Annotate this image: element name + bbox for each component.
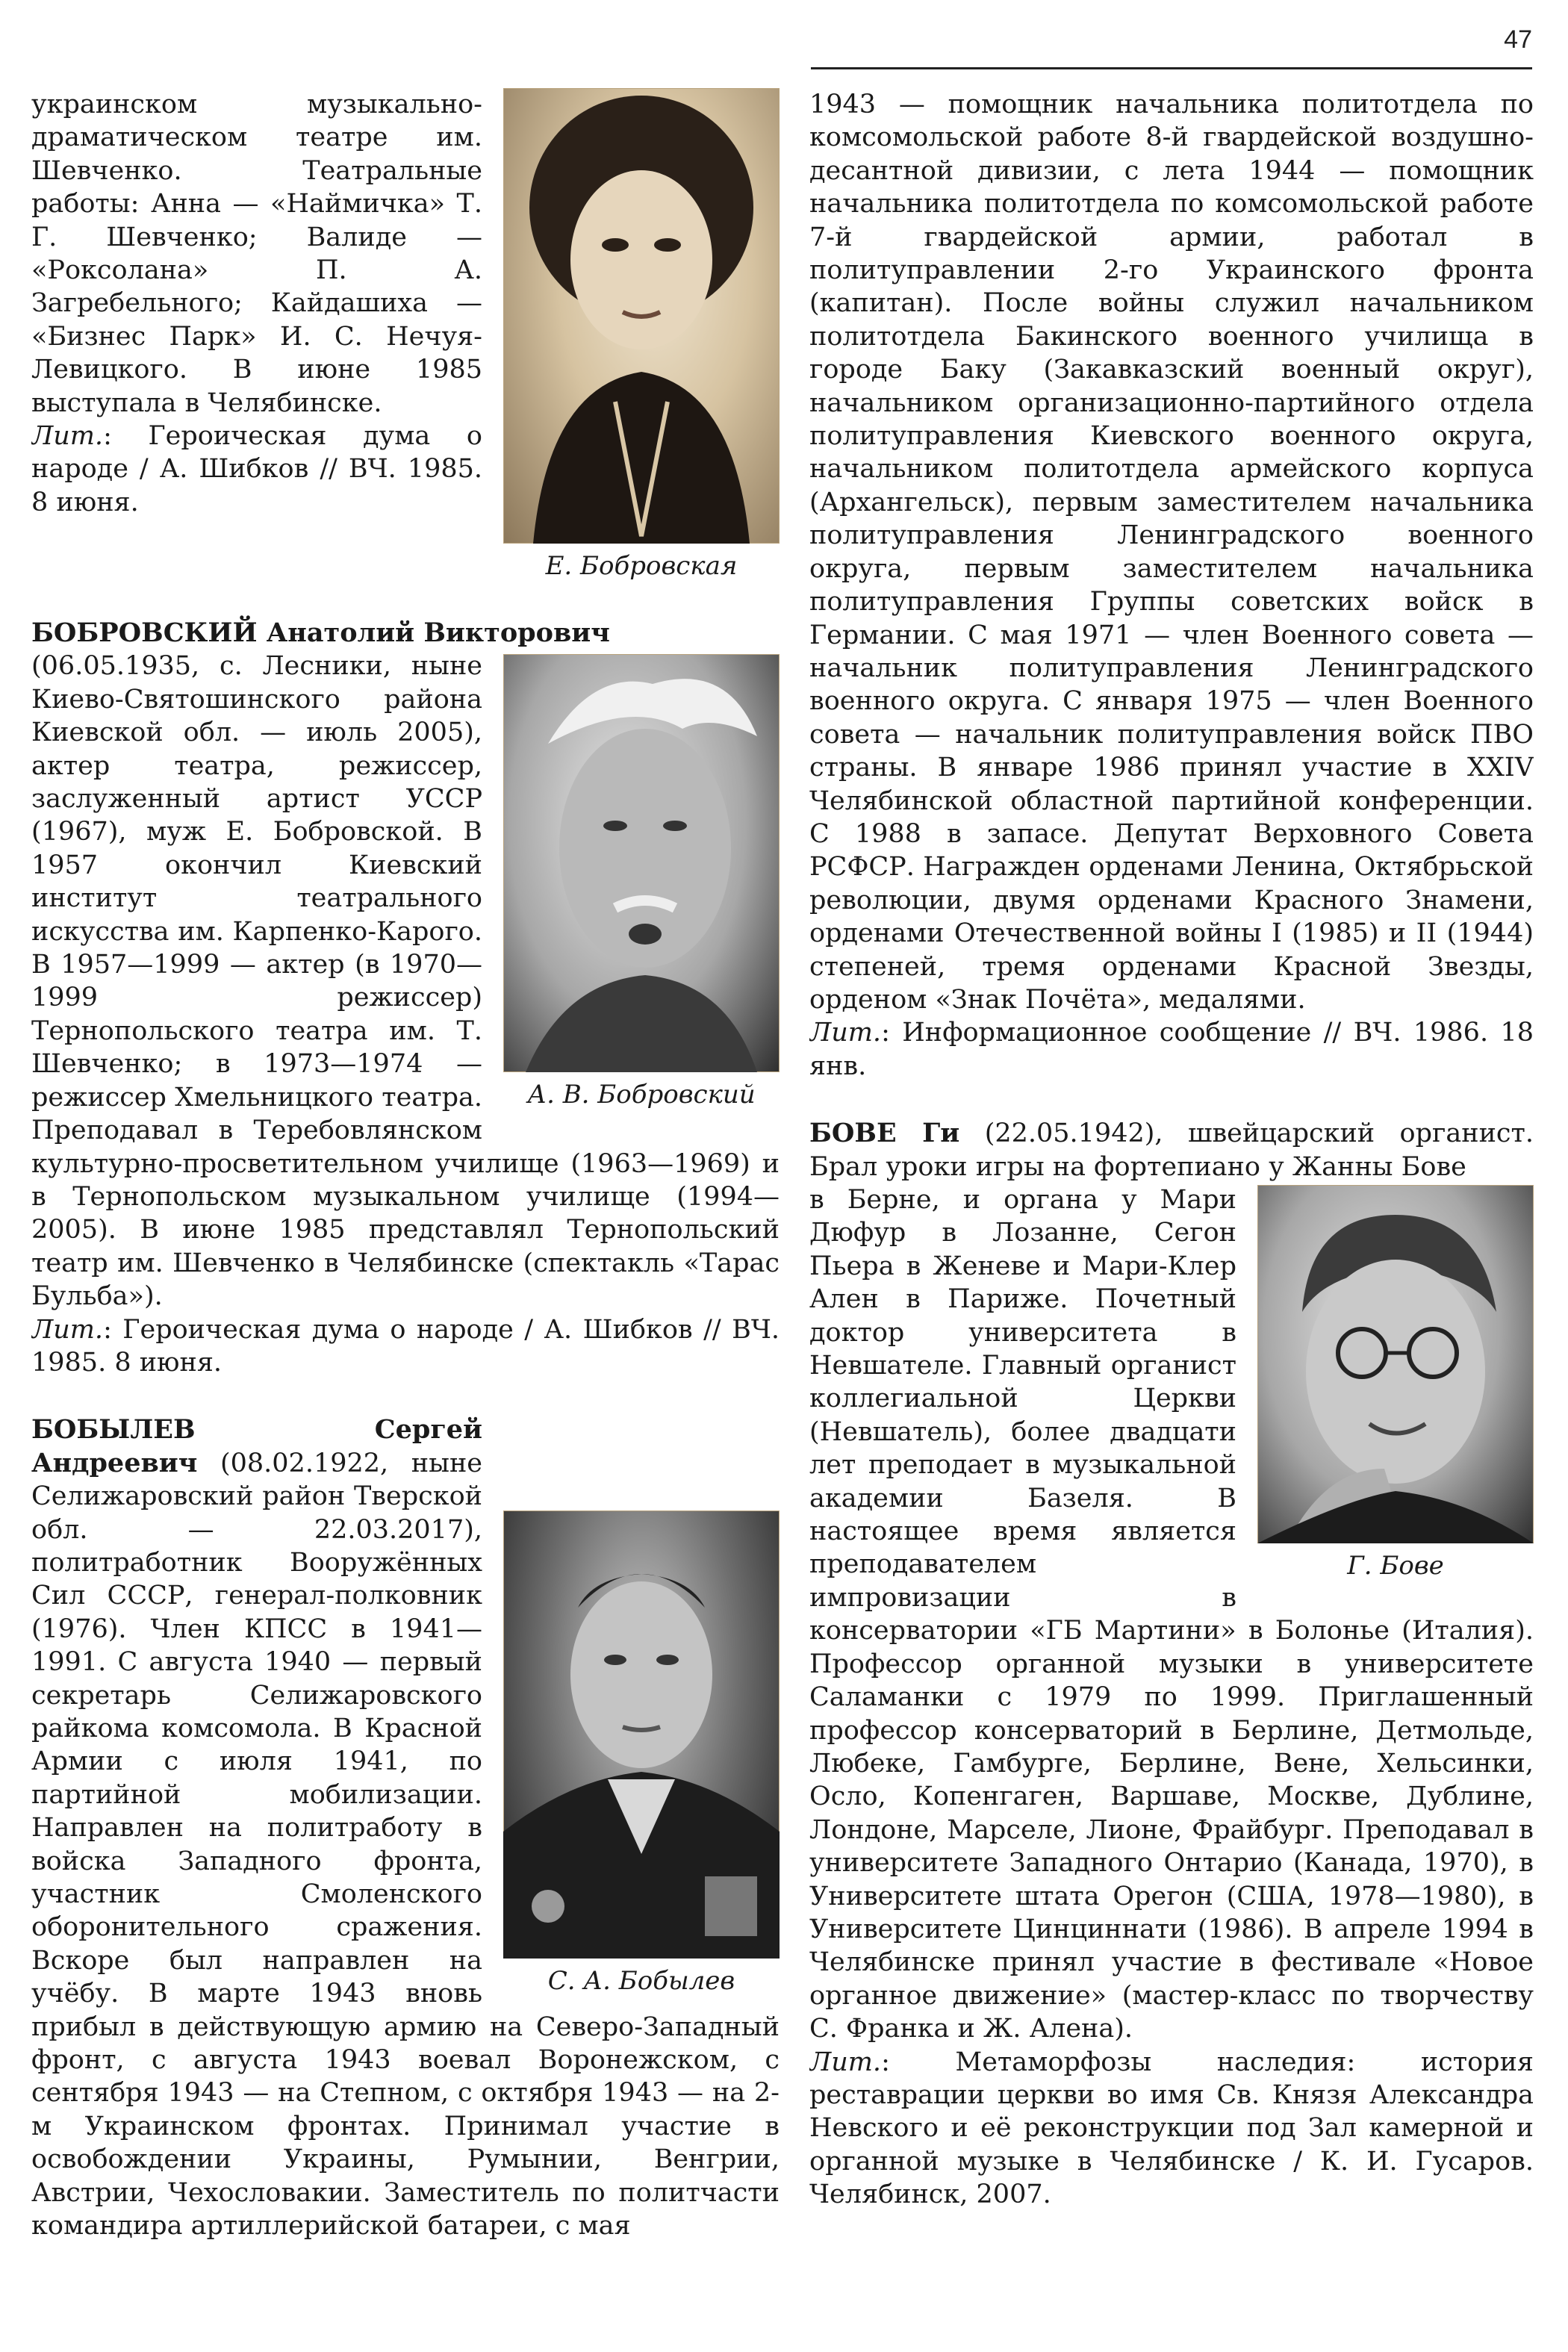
figure-bobrovskaya — [503, 88, 780, 582]
entry-lead-text: (22.05.1942), швейцарский органист. Брал уроки игры на фортепиано у Жанны Бове — [809, 1119, 1534, 1182]
lit-text: : Информационное сообщение // ВЧ. 1986. 18 янв. — [809, 1018, 1534, 1081]
figure-bove — [1257, 1185, 1534, 1582]
entry-bobrovskaya — [31, 88, 780, 581]
left-column — [31, 88, 780, 2336]
portrait-general-photo — [503, 1511, 780, 1959]
entry-text: 1943 — помощник начальника политотдела по комсомольской работе 8-й гвардейской воздушно-десантной дивизии, с лета 1944 — помощник начальника политотдела по комсомольской работе 7-й гвардейской армии, работал в политуправлении 2-го Украинского фронта (капитан). После войны служил начальником политотдела Бакинского военного училища в городе Баку (Закавказский военный округ), начальником организационно-партийного отдела политуправления Киевского военного округа, начальником политотдела армейского корпуса (Архангельск), первым заместителем начальника политуправления Ленинградского военного округа, первым заместителем начальника политуправления Группы советских войск в Германии. С мая 1971 — член Военного совета — начальник политуправления Ленинградского военного округа. С января 1975 — член Военного совета — начальник политуправления войск ПВО страны. В январе 1986 принял участие в XXIV Челябинской областной партийной конференции. С 1988 в запасе. Депутат Верховного Совета РСФСР. Награжден орденами Ленина, Октябрьской революции, двумя орденами Красного Знамени, орденами Отечественной войны I (1985) и II (1944) степеней, тремя орденами Красной Звезды, орденом «Знак Почёта», медалями. — [809, 90, 1534, 1015]
entry-gap — [809, 1083, 1534, 1117]
entry-heading: БОВЕ Ги — [809, 1118, 960, 1149]
lit-label: Лит. — [31, 421, 104, 452]
header-rule — [811, 67, 1532, 69]
photo-caption: Г. Бове — [1347, 1551, 1444, 1581]
literature-ref — [809, 2046, 1534, 2212]
entry-heading: БОБЫЛЕВ Сергей Андреевич — [31, 1414, 482, 1478]
literature-ref — [31, 1313, 780, 1380]
lit-label: Лит. — [809, 2047, 882, 2077]
photo-caption: С. А. Бобылев — [547, 1966, 735, 1997]
entry-bobylev-continued — [809, 88, 1534, 1083]
entry-text: (08.02.1922, ныне Селижаровский район Тверской обл. — 22.03.2017), политработник Вооружённых Сил СССР, генерал-полковник (1976). Член КПСС в 1941—1991. С августа 1940 — первый секретарь Селижаровского райкома комсомола. В Красной Армии с июля 1941, по партийной мобилизации. Направлен на политработу в войска Западного фронта, участник Смоленского оборонительного сражения. Вскоре был направлен на учёбу. В марте 1943 вновь прибыл в действующую армию на Северо-Западный фронт, с августа 1943 воевал Воронежском, с сентября 1943 — на Степном, с октября 1943 — на 2-м Украинском фронтах. Принимал участие в освобождении Украины, Румынии, Венгрии, Австрии, Чехословакии. Заместитель по политчасти командира артиллерийской батареи, с мая — [31, 1448, 780, 2241]
entry-bobylev — [31, 1413, 780, 2242]
lit-text: : Героическая дума о народе / А. Шибков // ВЧ. 1985. 8 июня. — [31, 1314, 780, 1378]
entry-heading: БОБРОВСКИЙ Анатолий Викторович — [31, 617, 610, 648]
portrait-old-man-photo — [503, 654, 780, 1072]
lit-text: : Метаморфозы наследия: история реставрации церкви во имя Св. Князя Александра Невского и её реконструкции под Зал камерной и органной музыке в Челябинске / К. И. Гусаров. Челябинск, 2007. — [809, 2047, 1534, 2210]
literature-ref — [809, 1016, 1534, 1083]
lit-label: Лит. — [31, 1314, 104, 1345]
entry-heading-line — [31, 617, 780, 650]
entry-text: в Берне, и органа у Мари Дюфур в Лозанне, Сегон Пьера в Женеве и Мари-Клер Ален в Париже. Почетный доктор университета в Невшателе. Главный органист коллегиальной Церкви (Невшатель), более двадцати лет преподает в музыкальной академии Базеля. В настоящее время является преподавателем импровизации в консерватории «ГБ Мартини» в Болонье (Италия). Профессор органной музыки в университете Саламанки с 1979 по 1999. Приглашенный профессор консерваторий в Берлине, Детмольде, Любеке, Гамбурге, Берлине, Вене, Хельсинки, Осло, Копенгаген, Варшаве, Москве, Дублине, Лондоне, Марселе, Лионе, Фрайбург. Преподавал в университете Западного Онтарио (Канада, 1970), в Университете штата Орегон (США, 1978—1980), в Университете Цинциннати (1986). В апреле 1994 в Челябинске принял участие в фестивале «Новое органное движение» (мастер-класс по творчеству С. Франка и Ж. Алена). — [809, 1185, 1534, 2044]
portrait-organist-photo — [1257, 1185, 1534, 1543]
entry-bobrovsky — [31, 617, 780, 1379]
right-column — [809, 88, 1534, 2336]
entry-lead — [809, 1117, 1534, 1183]
portrait-woman-photo — [503, 88, 780, 544]
page-number: 47 — [1504, 25, 1532, 54]
entry-text: украинском музыкально-драматическом театре им. Шевченко. Театральные работы: Анна — «Наймичка» Т. Г. Шевченко; Валиде — «Роксолана» П. А. Загребельного; Кайдашиха — «Бизнес Парк» И. С. Нечуя-Левицкого. В июне 1985 выступала в Челябинске. — [31, 90, 482, 418]
lit-text: : Героическая дума о народе / А. Шибков // ВЧ. 1985. 8 июня. — [31, 421, 482, 517]
entry-gap — [31, 1379, 780, 1413]
photo-caption: Е. Бобровская — [545, 551, 738, 581]
figure-bobrovsky — [503, 654, 780, 1111]
figure-bobylev — [503, 1511, 780, 1997]
photo-caption: А. В. Бобровский — [527, 1080, 756, 1110]
entry-gap — [31, 587, 780, 617]
entry-bove — [809, 1117, 1534, 2211]
lit-label: Лит. — [809, 1018, 882, 1048]
entry-text: (06.05.1935, с. Лесники, ныне Киево-Святошинского района Киевской обл. — июль 2005), актер театра, режиссер, заслуженный артист УССР (1967), муж Е. Бобровской. В 1957 окончил Киевский институт театрального искусства им. Карпенко-Карого. В 1957—1999 — актер (в 1970—1999 режиссер) Тернопольского театра им. Т. Шевченко; в 1973—1974 — режиссер Хмельницкого театра. Преподавал в Теребовлянском культурно-просветительном училище (1963—1969) и в Тернопольском музыкальном училище (1994—2005). В июне 1985 представлял Тернопольский театр им. Шевченко в Челябинске (спектакль «Тарас Бульба»). — [31, 651, 780, 1312]
